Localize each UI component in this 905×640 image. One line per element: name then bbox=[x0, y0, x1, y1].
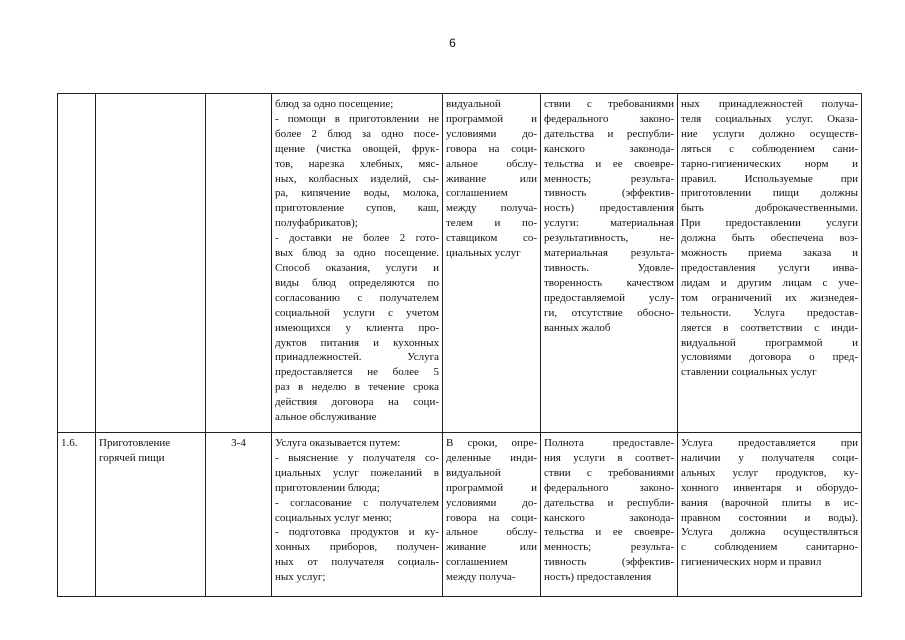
page-number: 6 bbox=[449, 36, 456, 50]
cell-text-line: действия договора на соци- bbox=[275, 396, 439, 409]
cell-text-line: циальных услуг bbox=[446, 247, 521, 260]
cell-text-line: блюд за одно посещение; bbox=[275, 98, 394, 110]
cell-text-line: альных услуг продуктов, ку- bbox=[681, 466, 858, 479]
cell-text-line: деленные инди- bbox=[446, 451, 537, 464]
cell-text-line: ных, колбасных изделий, сы- bbox=[275, 172, 439, 185]
service-terms-cell bbox=[443, 94, 541, 433]
cell-text-line: тивность (эффектив- bbox=[544, 187, 674, 200]
cell-text-line: циальных услуг пожеланий в bbox=[275, 466, 439, 479]
services-table bbox=[57, 93, 862, 597]
cell-text-line: ствии с требованиями bbox=[544, 98, 674, 110]
cell-text-line: услуги: материальная bbox=[544, 217, 674, 230]
cell-text-line: полуфабрикатов); bbox=[275, 217, 358, 230]
cell-text-line: дуктов питания и кухонных bbox=[275, 336, 439, 349]
cell-text-line: программой и bbox=[446, 112, 537, 125]
cell-text-line: менность; результа- bbox=[544, 541, 674, 554]
cell-text-line: живание или bbox=[446, 541, 537, 554]
cell-text-line: имеющихся у клиента про- bbox=[275, 321, 439, 334]
cell-text-line: видуальной программой и bbox=[681, 336, 858, 349]
cell-text-line: Услуга оказывается путем: bbox=[275, 437, 401, 449]
cell-text-line: - помощи в приготовлении не bbox=[275, 112, 439, 125]
cell-text-line: тельства и ее своевре- bbox=[544, 157, 674, 170]
cell-text-line: ных принадлежностей получа- bbox=[681, 98, 858, 110]
cell-text-line: тарно-гигиенических норм и bbox=[681, 157, 858, 170]
table-row bbox=[58, 94, 862, 433]
cell-text-line: можность приема заказа и bbox=[681, 247, 858, 260]
cell-text-line: ствии с требованиями bbox=[544, 466, 674, 479]
cell-text-line: Полнота предоставле- bbox=[544, 437, 674, 449]
cell-text-line: ных услуг; bbox=[275, 571, 326, 584]
cell-text-line: предоставляемой услу- bbox=[544, 291, 674, 304]
cell-text-line: дательства и республи- bbox=[544, 127, 674, 140]
cell-text-line: лидам и другим лицам с уче- bbox=[681, 276, 858, 289]
cell-text-line: тельства и ее своевре- bbox=[544, 526, 674, 539]
cell-text-line: ра, кипячение воды, молока, bbox=[275, 187, 439, 200]
cell-text-line: Услуга должна осуществляться bbox=[681, 526, 858, 539]
cell-text-line: соглашением bbox=[446, 187, 508, 200]
cell-text-line: между получа- bbox=[446, 202, 537, 215]
service-indicators-cell bbox=[541, 433, 678, 597]
cell-text-line: тивность. Удовле- bbox=[544, 261, 674, 274]
cell-text-line: с соблюдением санитарно- bbox=[681, 541, 858, 554]
cell-text-line: хонных приборов, получен- bbox=[275, 541, 439, 554]
cell-text-line: приготовление супов, каш, bbox=[275, 202, 439, 215]
cell-text-line: канского законода- bbox=[544, 511, 674, 524]
cell-text-line: ванных жалоб bbox=[544, 321, 611, 334]
cell-text-line: ность) предоставления bbox=[544, 202, 674, 215]
cell-text-line: видуальной bbox=[446, 98, 501, 110]
cell-text-line: федерального законо- bbox=[544, 112, 674, 125]
cell-text-line: наличии у получателя соци- bbox=[681, 451, 858, 464]
cell-text-line: более 2 блюд за одно посе- bbox=[275, 127, 439, 140]
cell-text-line: социальной услуги с учетом bbox=[275, 306, 439, 319]
cell-text-line: ность) предоставления bbox=[544, 571, 652, 584]
service-number-cell: 1.6. bbox=[58, 433, 96, 597]
service-time-cell bbox=[206, 94, 272, 433]
cell-text-line: между получа- bbox=[446, 571, 516, 584]
cell-text-line: вания (варочной плиты в ис- bbox=[681, 496, 858, 509]
cell-text-line: альное обслуживание bbox=[275, 411, 377, 424]
cell-text-line: - выяснение у получателя со- bbox=[275, 451, 439, 464]
service-description-cell bbox=[272, 433, 443, 597]
cell-text-line: соглашением bbox=[446, 556, 508, 569]
cell-text-line: альное обслу- bbox=[446, 157, 537, 170]
table-body bbox=[58, 94, 862, 597]
cell-text-line: вых блюд за одно посещение. bbox=[275, 247, 439, 260]
service-time-cell: 3-4 bbox=[206, 433, 272, 597]
cell-text-line: дательства и республи- bbox=[544, 496, 674, 509]
cell-text-line: предоставляется не более 5 bbox=[275, 366, 439, 379]
cell-text-line: альное обслу- bbox=[446, 526, 537, 539]
service-indicators-cell bbox=[541, 94, 678, 433]
cell-text-line: должна быть обеспечена воз- bbox=[681, 232, 858, 245]
cell-text-line: щение (чистка овощей, фрук- bbox=[275, 142, 439, 155]
cell-text-line: виды блюд определяются по bbox=[275, 276, 439, 289]
cell-text-line: правил. Используемые при bbox=[681, 172, 858, 185]
cell-text-line: - подготовка продуктов и ку- bbox=[275, 526, 439, 539]
service-conditions-cell bbox=[678, 433, 862, 597]
cell-text-line: приготовлении пищи должны bbox=[681, 187, 858, 200]
cell-text-line: ляется в соответствии с инди- bbox=[681, 321, 858, 334]
cell-text-line: говора на соци- bbox=[446, 142, 537, 155]
cell-text-line: материальная результа- bbox=[544, 247, 674, 260]
cell-text-line: ляться с соблюдением сани- bbox=[681, 142, 858, 155]
cell-text-line: предоставления услуги инва- bbox=[681, 261, 858, 274]
cell-text-line: тельности. Услуга предостав- bbox=[681, 306, 858, 319]
cell-text-line: социальных услуг меню; bbox=[275, 511, 392, 524]
cell-text-line: хонного инвентаря и оборудо- bbox=[681, 481, 858, 494]
cell-text-line: ставщиком со- bbox=[446, 232, 537, 245]
cell-text-line: ги, отсутствие обосно- bbox=[544, 306, 674, 319]
cell-text-line: говора на соци- bbox=[446, 511, 537, 524]
cell-text-line: видуальной bbox=[446, 466, 501, 479]
service-name-cell: Приготовление горячей пищи bbox=[96, 433, 206, 597]
cell-text-line: живание или bbox=[446, 172, 537, 185]
cell-text-line: условиями договора о пред- bbox=[681, 351, 858, 364]
cell-text-line: приготовлении блюда; bbox=[275, 481, 380, 494]
cell-text-line: ных от получателя социаль- bbox=[275, 556, 439, 569]
cell-text-line: В сроки, опре- bbox=[446, 437, 537, 449]
cell-text-line: телем и по- bbox=[446, 217, 537, 230]
cell-text-line: Способ оказания, услуги и bbox=[275, 261, 439, 274]
service-description-cell bbox=[272, 94, 443, 433]
cell-text-line: ние услуги должно осуществ- bbox=[681, 127, 858, 140]
cell-text-line: том ограничений их жизнедея- bbox=[681, 291, 858, 304]
cell-text-line: условиями до- bbox=[446, 127, 537, 140]
cell-text-line: тивность (эффектив- bbox=[544, 556, 674, 569]
cell-text-line: канского законода- bbox=[544, 142, 674, 155]
cell-text-line: - согласование с получателем bbox=[275, 496, 439, 509]
cell-text-line: Услуга предоставляется при bbox=[681, 437, 858, 449]
service-terms-cell bbox=[443, 433, 541, 597]
cell-text-line: согласованию с получателем bbox=[275, 291, 439, 304]
cell-text-line: творенность качеством bbox=[544, 276, 674, 289]
cell-text-line: раз в неделю в течение срока bbox=[275, 381, 439, 394]
cell-text-line: ния услуги в соответ- bbox=[544, 451, 674, 464]
cell-text-line: гигиенических норм и правил bbox=[681, 556, 822, 569]
cell-text-line: федерального законо- bbox=[544, 481, 674, 494]
cell-text-line: принадлежностей. Услуга bbox=[275, 351, 439, 364]
cell-text-line: программой и bbox=[446, 481, 537, 494]
service-conditions-cell bbox=[678, 94, 862, 433]
cell-text-line: результативность, не- bbox=[544, 232, 674, 245]
cell-text-line: правном состоянии и воды). bbox=[681, 511, 858, 524]
cell-text-line: теля социальных услуг. Оказа- bbox=[681, 112, 858, 125]
service-name-cell bbox=[96, 94, 206, 433]
cell-text-line: ставлении социальных услуг bbox=[681, 366, 817, 379]
cell-text-line: менность; результа- bbox=[544, 172, 674, 185]
cell-text-line: При предоставлении услуги bbox=[681, 217, 858, 230]
service-number-cell bbox=[58, 94, 96, 433]
table-row bbox=[58, 433, 862, 597]
cell-text-line: тов, нарезка хлебных, мяс- bbox=[275, 157, 439, 170]
cell-text-line: - доставки не более 2 гото- bbox=[275, 232, 439, 245]
cell-text-line: условиями до- bbox=[446, 496, 537, 509]
cell-text-line: быть доброкачественными. bbox=[681, 202, 858, 215]
